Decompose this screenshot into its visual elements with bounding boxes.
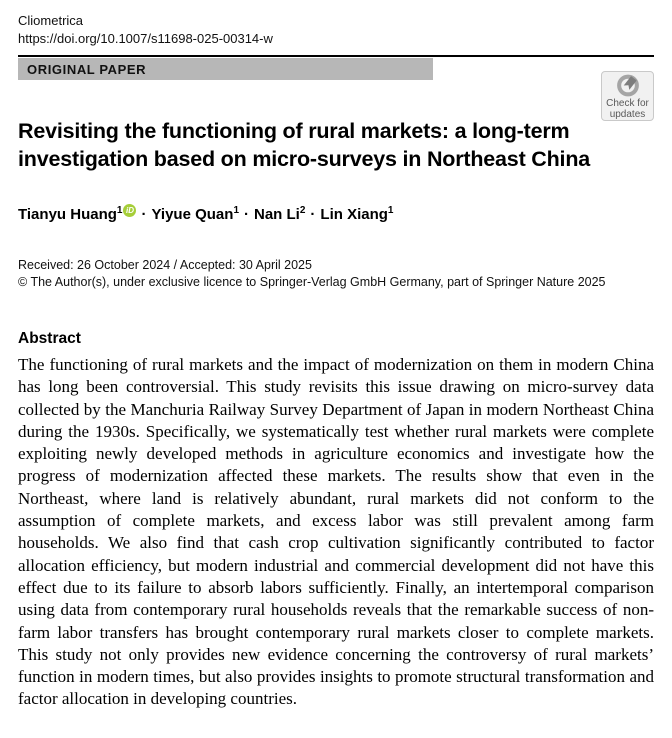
article-title: Revisiting the functioning of rural markets: a long-term investigation based on micro-surveys in Northeast China bbox=[18, 119, 591, 171]
crossmark-icon bbox=[616, 74, 640, 97]
author-separator: · bbox=[310, 206, 316, 223]
copyright-line: © The Author(s), under exclusive licence to Springer-Verlag GmbH Germany, part of Springer Nature 2025 bbox=[18, 275, 606, 289]
author-name: Yiyue Quan bbox=[151, 206, 234, 223]
dates-block bbox=[18, 257, 654, 291]
author-separator: · bbox=[141, 206, 147, 223]
orcid-icon[interactable]: iD bbox=[123, 204, 136, 217]
received-accepted-line: Received: 26 October 2024 / Accepted: 30 April 2025 bbox=[18, 258, 312, 272]
author-affiliation-number: 1 bbox=[116, 205, 123, 216]
doi-link[interactable]: https://doi.org/10.1007/s11698-025-00314-w bbox=[18, 31, 273, 46]
section-type-bar bbox=[18, 58, 433, 80]
author-affiliation-number: 1 bbox=[387, 205, 394, 216]
section-type-label: ORIGINAL PAPER bbox=[27, 61, 147, 77]
author-separator: · bbox=[244, 206, 249, 223]
author-name: Tianyu Huang bbox=[18, 206, 117, 223]
section-row bbox=[18, 58, 654, 120]
author-name: Nan Li bbox=[254, 206, 300, 223]
abstract-text: The functioning of rural markets and the impact of modernization on them in modern China has long been controversial. This study revisits this issue drawing on micro-survey data collected by the Manchuria Railway Survey Department of Japan in modern Northeast China during the 1930s. Specifically, we systematically test whether rural markets were complete exploiting newly developed methods in agriculture economics and investigate how the progress of modernization affected these markets. The results show that even in the Northeast, where land is relatively abundant, rural markets did not conform to the assumption of complete markets, and excess labor was still prevalent among farm households. We also find that cash crop cultivation significantly contributed to factor allocation efficiency, but modern industrial and commercial development did not have this effect due to its failure to absorb labors sufficiently. Finally, an intertemporal comparison using data from contemporary rural households reveals that the remarkable success of non-farm labor transfers has brought contemporary rural markets closer to complete markets. This study not only provides new evidence concerning the controversy of rural markets’ function in modern times, but also provides insights to promote structural transformation and factor allocation in developing countries. bbox=[18, 355, 654, 709]
header-divider bbox=[18, 55, 654, 57]
check-for-updates-label: Check for updates bbox=[606, 98, 649, 120]
check-for-updates-badge[interactable] bbox=[601, 71, 654, 121]
author-line bbox=[18, 204, 654, 223]
author-affiliation-number: 2 bbox=[299, 205, 306, 216]
abstract-heading: Abstract bbox=[18, 330, 81, 347]
author-name: Lin Xiang bbox=[320, 206, 388, 223]
journal-name: Cliometrica bbox=[18, 13, 84, 28]
author-affiliation-number: 1 bbox=[233, 205, 239, 216]
